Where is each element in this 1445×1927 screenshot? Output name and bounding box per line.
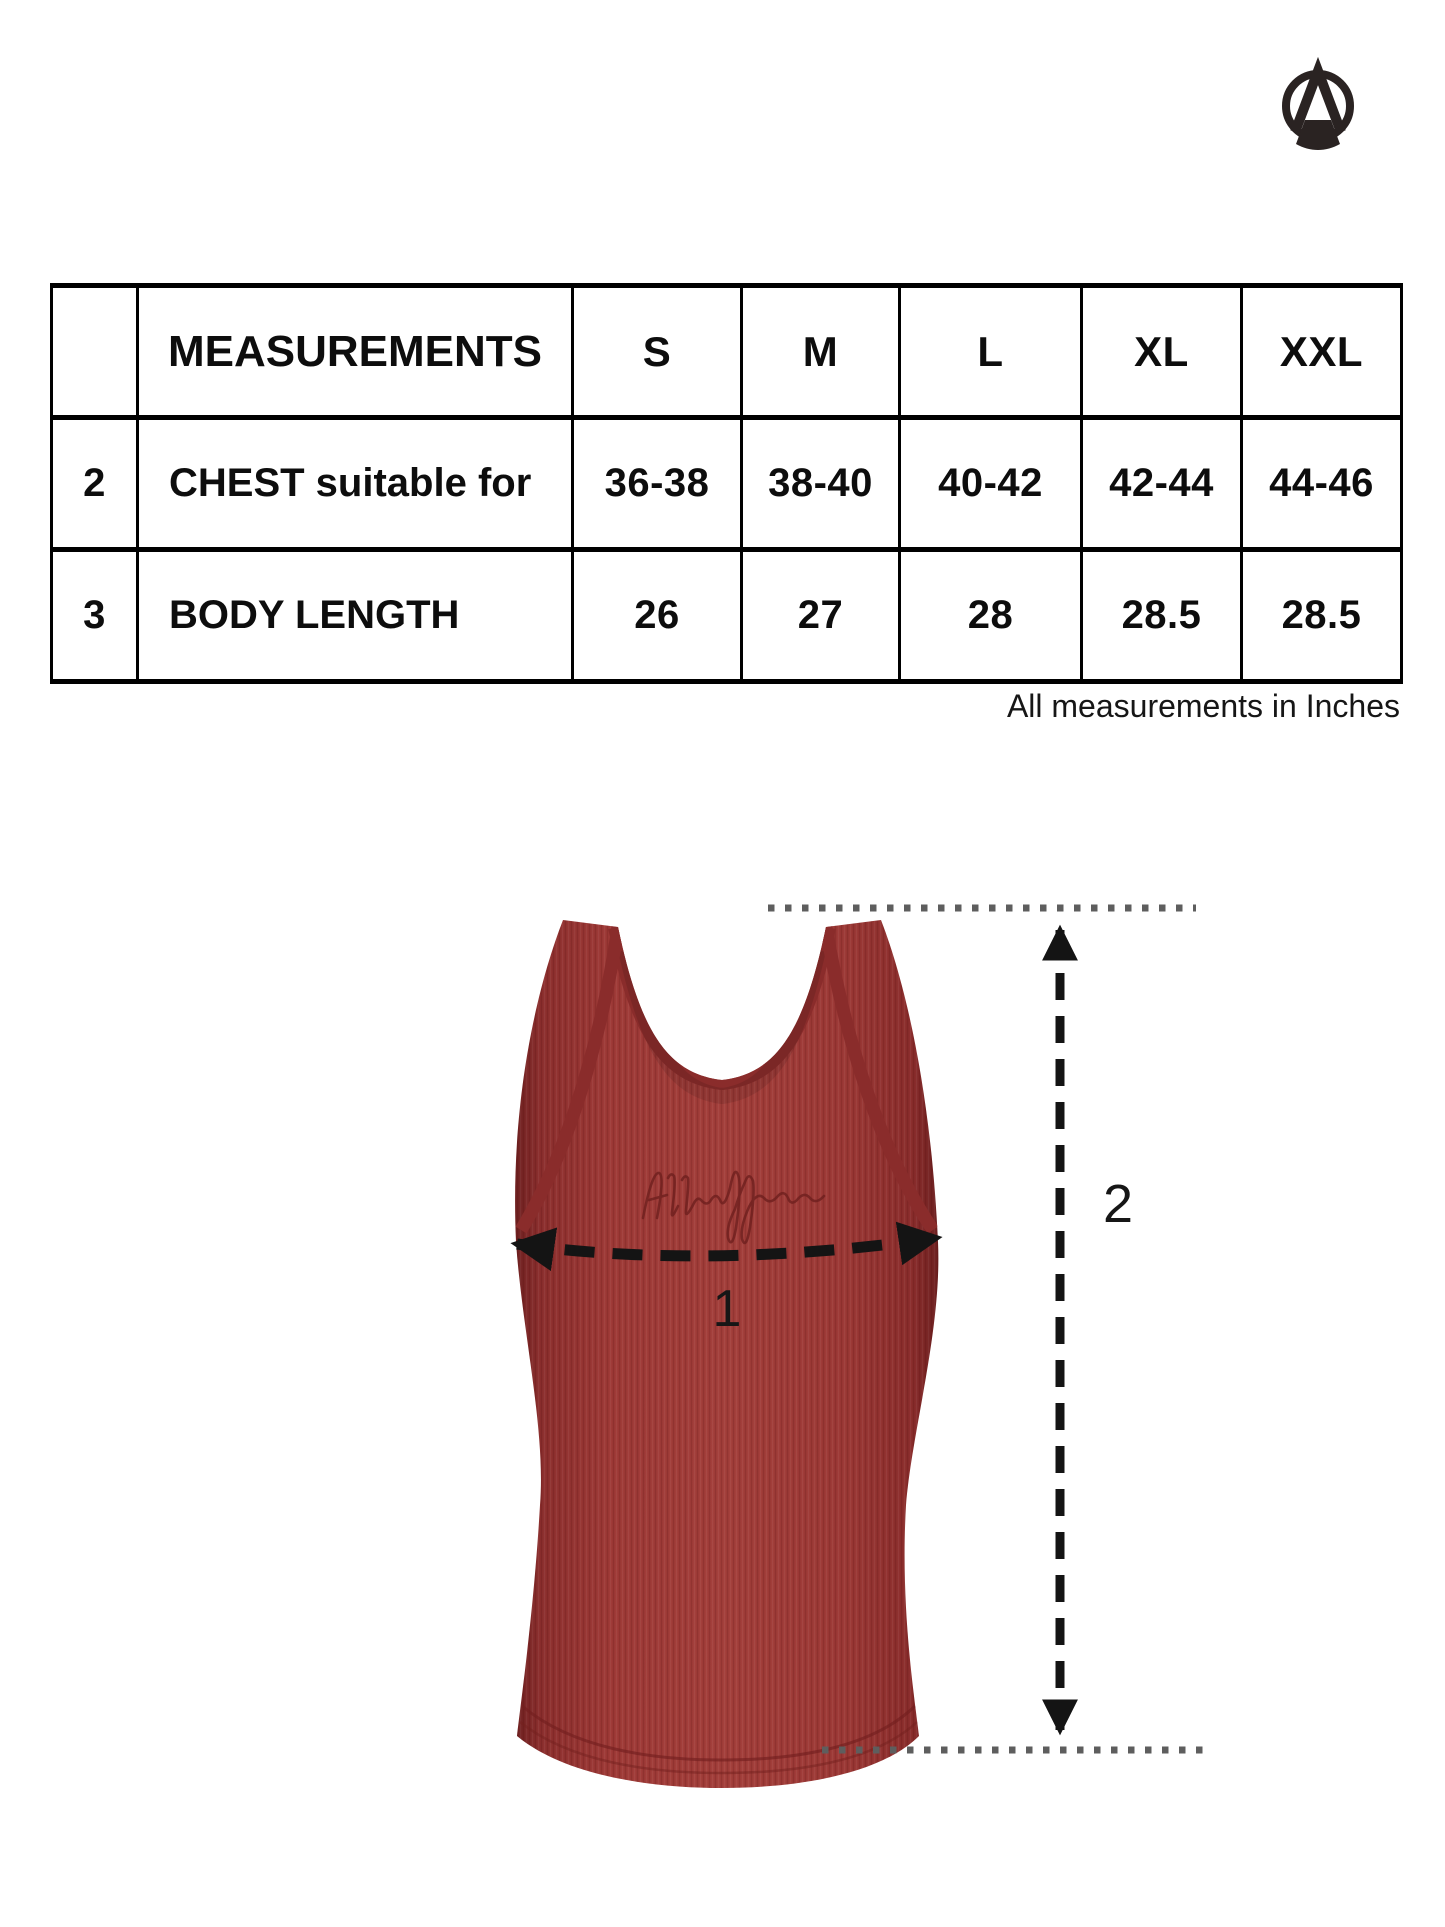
chest-marker-label: 1 xyxy=(712,1280,742,1338)
units-note: All measurements in Inches xyxy=(1006,688,1400,724)
header-size-s: S xyxy=(573,286,742,418)
chest-value-s: 36-38 xyxy=(573,418,742,550)
length-value-xxl: 28.5 xyxy=(1242,550,1402,682)
length-value-m: 27 xyxy=(742,550,900,682)
header-measurements: MEASUREMENTS xyxy=(138,286,573,418)
row-label-chest: CHEST suitable for xyxy=(138,418,573,550)
header-size-m: M xyxy=(742,286,900,418)
length-value-l: 28 xyxy=(900,550,1082,682)
length-value-xl: 28.5 xyxy=(1082,550,1242,682)
row-label-body-length: BODY LENGTH xyxy=(138,550,573,682)
chest-value-l: 40-42 xyxy=(900,418,1082,550)
tank-top-graphic xyxy=(490,900,960,1810)
header-size-xxl: XXL xyxy=(1242,286,1402,418)
row-number: 3 xyxy=(52,550,138,682)
rib-texture xyxy=(490,900,960,1810)
length-value-s: 26 xyxy=(573,550,742,682)
chest-value-xl: 42-44 xyxy=(1082,418,1242,550)
header-size-xl: XL xyxy=(1082,286,1242,418)
brand-logo-icon xyxy=(1286,71,1350,150)
length-marker-label: 2 xyxy=(1102,1174,1134,1234)
row-number: 2 xyxy=(52,418,138,550)
chest-value-xxl: 44-46 xyxy=(1242,418,1402,550)
header-size-l: L xyxy=(900,286,1082,418)
chest-value-m: 38-40 xyxy=(742,418,900,550)
